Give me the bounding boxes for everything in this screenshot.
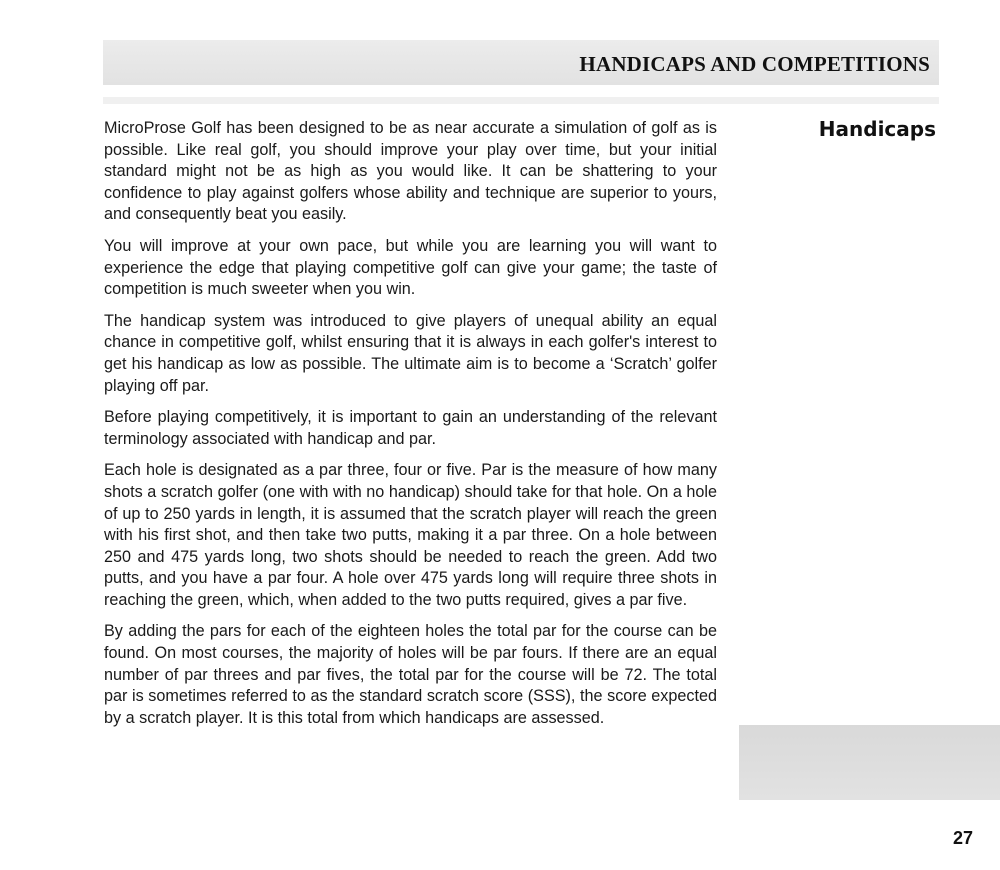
header-rule: [103, 97, 939, 104]
paragraph: MicroProse Golf has been designed to be as near accurate a simulation of golf as is possible. Like real golf, you should improve your play over time, but your initial standard might not be as high as you would like. It can be shattering to your confidence to play against golfers whose ability and technique are superior to yours, and consequently beat you easily.: [104, 119, 717, 224]
paragraph: By adding the pars for each of the eighteen holes the total par for the course can be found. On most courses, the majority of holes will be par fours. If there are an equal number of par threes and par fives, the total par for the course will be 72. The total par is sometimes referred to as the standard scratch score (SSS), the score expected by a scratch player. It is this total from which handicaps are assessed.: [104, 622, 717, 727]
page-title: HANDICAPS AND COMPETITIONS: [579, 52, 930, 76]
page-number: 27: [952, 828, 973, 848]
section-heading: Handicaps: [818, 117, 936, 141]
paragraph: You will improve at your own pace, but while you are learning you will want to experience the edge that playing competitive golf can give your game; the taste of competition is much sweeter when you win.: [104, 236, 717, 299]
paragraph: Each hole is designated as a par three, four or five. Par is the measure of how many shots a scratch golfer (one with with no handicap) should take for that hole. On a hole of up to 250 yards in length, it is assumed that the scratch player will reach the green with his first shot, and then take two putts, making it a par three. On a hole between 250 and 475 yards long, two shots should be needed to reach the green. Add two putts, and you have a par four. A hole over 475 yards long will require three shots in reaching the green, which, when added to the two putts required, gives a par five.: [104, 461, 717, 609]
paragraph: Before playing competitively, it is important to gain an understanding of the relevant terminology associated with handicap and par.: [104, 408, 717, 448]
paragraph: The handicap system was introduced to give players of unequal ability an equal chance in competitive golf, whilst ensuring that it is always in each golfer's interest to get his handicap as low as possible. The ultimate aim is to become a ‘Scratch’ golfer playing off par.: [104, 311, 717, 395]
body-text: [104, 118, 717, 739]
side-shaded-box: [739, 725, 1000, 800]
